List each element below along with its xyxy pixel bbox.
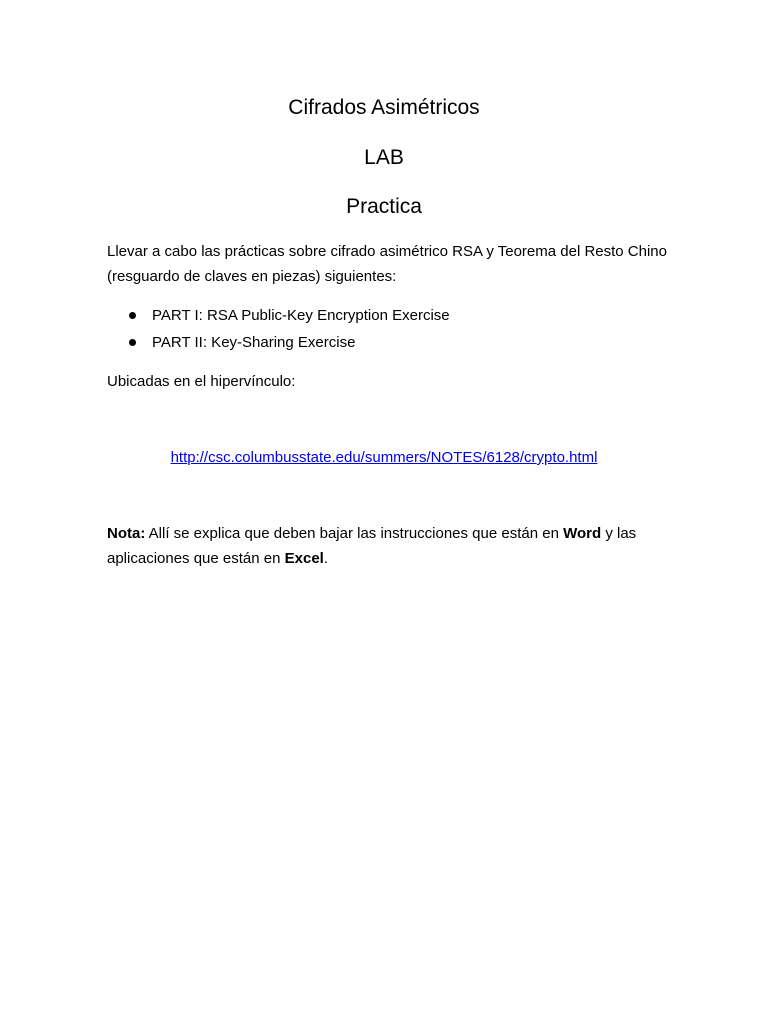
note-paragraph	[107, 521, 677, 571]
note-excel-emphasis: Excel	[284, 550, 324, 567]
location-paragraph: Ubicadas en el hipervínculo:	[107, 373, 296, 390]
note-text: .	[323, 550, 329, 567]
note-word-emphasis: Word	[563, 525, 602, 542]
note-text: y las aplicaciones que están en	[107, 525, 637, 567]
note-text: Allí se explica que deben bajar las instrucciones que están en	[145, 525, 564, 542]
page-subtitle: LAB	[364, 146, 404, 169]
list-item-text: PART I: RSA Public-Key Encryption Exercise	[152, 307, 450, 324]
exercise-list	[107, 303, 677, 357]
crypto-hyperlink[interactable]: http://csc.columbusstate.edu/summers/NOTES/6128/crypto.html	[170, 449, 598, 466]
section-heading: Practica	[346, 195, 422, 218]
note-label: Nota:	[107, 525, 146, 542]
list-item	[107, 303, 677, 329]
list-item	[107, 330, 677, 356]
page-title: Cifrados Asimétricos	[288, 96, 480, 119]
intro-paragraph: Llevar a cabo las prácticas sobre cifrado asimétrico RSA y Teorema del Resto Chino (resguardo de claves en piezas) siguientes:	[107, 243, 667, 285]
bullet-icon	[129, 339, 136, 346]
list-item-text: PART II: Key-Sharing Exercise	[152, 334, 356, 351]
hyperlink-paragraph	[0, 445, 768, 470]
bullet-icon	[129, 312, 136, 319]
